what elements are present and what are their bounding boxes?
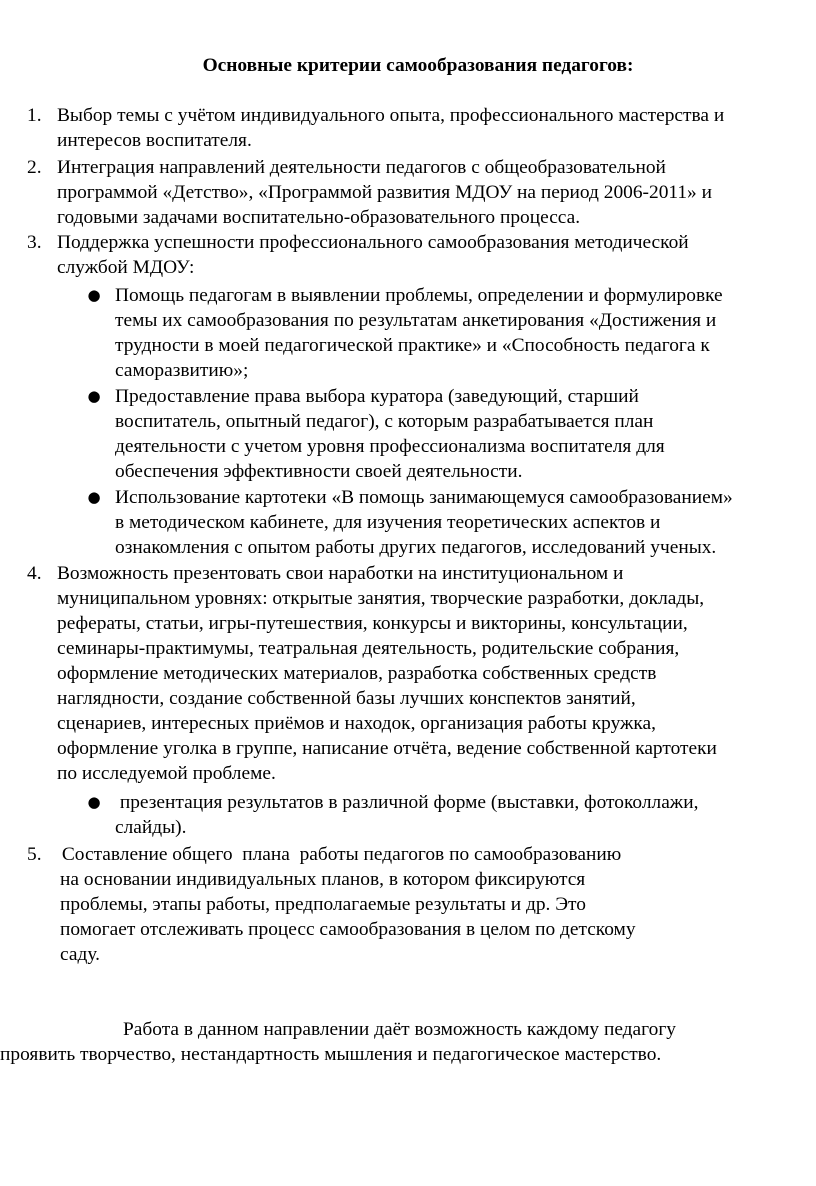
bullet-item: [87, 283, 815, 383]
bullet-item: [87, 384, 815, 484]
list-item-text: рефераты, статьи, игры-путешествия, конкурсы и викторины, консультации,: [57, 613, 688, 634]
bullet-text: обеспечения эффективности своей деятельности.: [115, 461, 523, 482]
list-item-4: [27, 561, 816, 786]
bullet-item: [87, 485, 815, 560]
list-item-text: муниципальном уровнях: открытые занятия, творческие разработки, доклады,: [57, 588, 705, 609]
list-item-3: [27, 230, 816, 280]
list-item-text: наглядности, создание собственной базы лучших конспектов занятий,: [57, 688, 636, 709]
bullet-text: воспитатель, опытный педагог), с которым разрабатывается план: [115, 411, 654, 432]
list-item-text: помогает отслеживать процесс самообразования в целом по детскому: [60, 919, 636, 940]
list-item-text: службой МДОУ:: [57, 257, 195, 278]
list-item-text: Поддержка успешности профессионального самообразования методической: [57, 232, 689, 253]
list-item-text: интересов воспитателя.: [57, 130, 252, 151]
bullet-text: Предоставление права выбора куратора (заведующий, старший: [115, 386, 639, 407]
list-item-text: оформление методических материалов, разработка собственных средств: [57, 663, 657, 684]
list-item-text: по исследуемой проблеме.: [57, 763, 276, 784]
list-item-text: на основании индивидуальных планов, в котором фиксируются: [60, 869, 586, 890]
list-number: 4.: [27, 563, 42, 584]
bullet-dot-icon: ●: [87, 387, 101, 405]
conclusion-line: проявить творчество, нестандартность мышления и педагогическое мастерство.: [0, 1044, 662, 1065]
bullet-text: Помощь педагогам в выявлении проблемы, определении и формулировке: [115, 285, 723, 306]
bullet-dot-icon: ●: [87, 286, 101, 304]
bullet-text: в методическом кабинете, для изучения теоретических аспектов и: [115, 512, 661, 533]
list-item-2: [27, 155, 816, 230]
list-item-text: проблемы, этапы работы, предполагаемые результаты и др. Это: [60, 894, 586, 915]
bullet-item: [87, 790, 815, 840]
list-item-5: [27, 842, 816, 967]
list-item-text: оформление уголка в группе, написание отчёта, ведение собственной картотеки: [57, 738, 717, 759]
list-number: 5.: [27, 844, 42, 865]
list-item-1: [27, 103, 816, 153]
list-item-text: программой «Детство», «Программой развития МДОУ на период 2006-2011» и: [57, 182, 712, 203]
bullet-dot-icon: ●: [87, 488, 101, 506]
bullet-text: слайды).: [115, 817, 187, 838]
list-item-text: Интеграция направлений деятельности педагогов с общеобразовательной: [57, 157, 666, 178]
list-number: 1.: [27, 105, 42, 126]
bullet-text: саморазвитию»;: [115, 360, 249, 381]
list-item-text: Возможность презентовать свои наработки на институциональном и: [57, 563, 624, 584]
list-number: 2.: [27, 157, 42, 178]
bullet-text: деятельности с учетом уровня профессионализма воспитателя для: [115, 436, 665, 457]
list-item-text: семинары-практимумы, театральная деятельность, родительские собрания,: [57, 638, 680, 659]
bullet-text: ознакомления с опытом работы других педагогов, исследований ученых.: [115, 537, 717, 558]
list-item-text: Составление общего плана работы педагогов по самообразованию: [57, 844, 622, 865]
conclusion-paragraph: [0, 1017, 816, 1067]
list-item-text: годовыми задачами воспитательно-образовательного процесса.: [57, 207, 581, 228]
conclusion-line: Работа в данном направлении даёт возможность каждому педагогу: [123, 1019, 676, 1040]
bullet-text: презентация результатов в различной форме (выставки, фотоколлажи,: [115, 792, 699, 813]
list-number: 3.: [27, 232, 42, 253]
document-title: Основные критерии самообразования педагогов:: [202, 55, 634, 76]
list-item-text: Выбор темы с учётом индивидуального опыта, профессионального мастерства и: [57, 105, 725, 126]
bullet-text: Использование картотеки «В помощь занимающемуся самообразованием»: [115, 487, 733, 508]
list-item-text: саду.: [60, 944, 100, 965]
list-item-text: сценариев, интересных приёмов и находок, организация работы кружка,: [57, 713, 657, 734]
bullet-text: трудности в моей педагогической практике» и «Способность педагога к: [115, 335, 710, 356]
bullet-text: темы их самообразования по результатам анкетирования «Достижения и: [115, 310, 717, 331]
bullet-dot-icon: ●: [87, 793, 101, 811]
